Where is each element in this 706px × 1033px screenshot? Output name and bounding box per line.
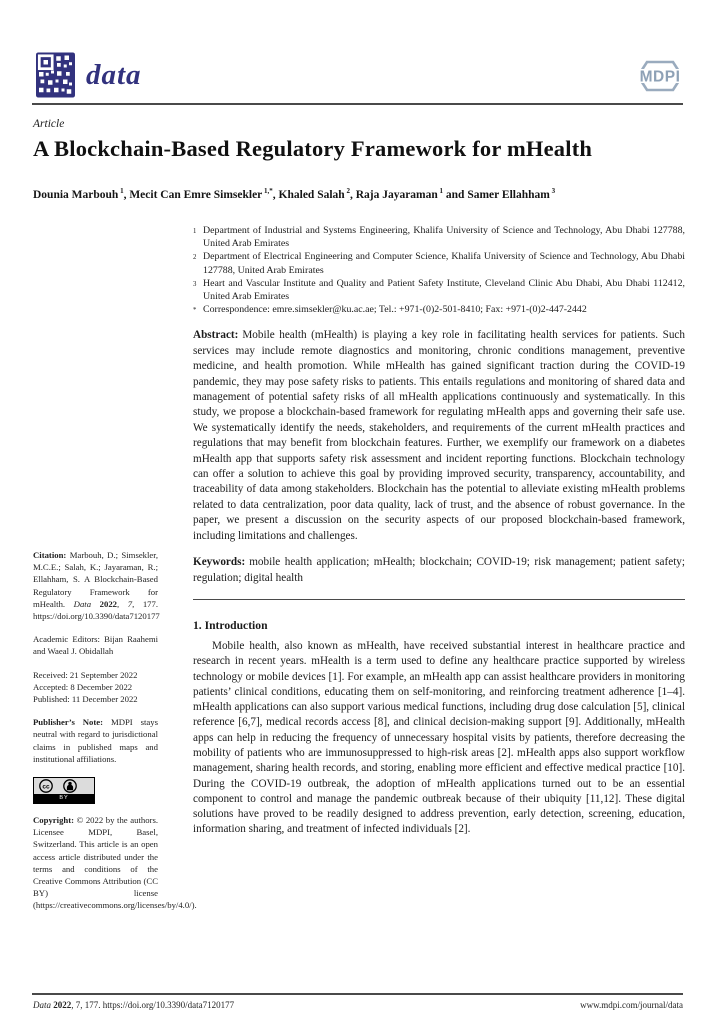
affiliation-marker: 2 (193, 254, 197, 262)
cc-by-strip: BY (34, 794, 94, 803)
svg-text:cc: cc (42, 783, 50, 791)
authors-line: Dounia Marbouh $^1$, Mecit Can Emre Simsekler $^{1,*}$, Khaled Salah $^2$, Raja Jayaraman $^1$ and Samer Ellahham $^3$ (33, 187, 556, 201)
paper-title: A Blockchain-Based Regulatory Framework for mHealth (33, 136, 593, 161)
affiliation-text: Heart and Vascular Institute and Quality and Patient Safety Institute, Cleveland Clinic Abu Dhabi, Abu Dhabi 112412, United Arab Emirates (203, 277, 685, 303)
footer-divider (32, 993, 683, 995)
citation-journal: Data (73, 598, 92, 609)
affiliation-marker: * (193, 307, 197, 315)
author-name: Dounia Marbouh (33, 188, 119, 201)
citation-volume: 7 (127, 598, 133, 609)
keywords-text: mobile health application; mHealth; blockchain; COVID-19; risk management; patient safety; regulation; digital health (193, 556, 685, 584)
citation-year: 2022 (99, 598, 117, 609)
received-date: Received: 21 September 2022 (33, 669, 138, 680)
copyright-label: Copyright: (33, 815, 75, 826)
journal-name: data (86, 58, 142, 91)
published-date: Published: 11 December 2022 (33, 694, 138, 705)
abstract-body-divider (193, 599, 685, 600)
footer-citation (33, 1000, 234, 1010)
affiliation-row (193, 250, 685, 276)
journal-logo (36, 52, 142, 98)
author-name: Raja Jayaraman (355, 188, 438, 201)
data-journal-qr-icon (36, 52, 75, 98)
citation-block: Citation: Marbouh, D.; Simsekler, M.C.E.; Salah, K.; Jayaraman, R.; Ellahham, S. A Blockchain-Based Regulatory Framework for mHealth. Data 2022, 7, 177. https://doi.org/10.3390/data7120177 (33, 550, 160, 622)
footer-year: 2022 (53, 1000, 72, 1010)
citation-doi-link[interactable]: , 177. https://doi.org/10.3390/data7120177 (33, 598, 160, 622)
dates-block (33, 669, 158, 706)
keywords-label: Keywords: (193, 556, 246, 569)
header-divider (32, 103, 683, 105)
author-affiliation-marker: 3 (549, 187, 556, 195)
abstract (193, 328, 685, 544)
author-affiliation-marker: 1 (118, 187, 124, 195)
citation-label: Citation: (33, 550, 67, 560)
article-type-label: Article (33, 118, 65, 130)
affiliation-marker: 1 (193, 228, 197, 235)
affiliation-text: Department of Electrical Engineering and Computer Science, Khalifa University of Science and Technology, Abu Dhabi 127788, United Arab Emirates (203, 251, 685, 276)
cc-and-person-icons (34, 778, 94, 794)
abstract-text: Mobile health (mHealth) is playing a key role in facilitating health services for patients. Such services may include remote diagnostics and monitoring, chronic conditions management, preventive medicine, and health promotion. While mHealth has gained significant traction during the COVID-19 pandemic, they may pose safety risks to patients. This entails regulations and monitoring of shared data and management of potential safety risks of all mHealth applications continuously and systematically. In this study, we propose a blockchain-based framework for regulating mHealth apps and governing their safe use. We systematically identify the needs, stakeholders, and requirements of the current mHealth practices and regulations that may benefit from blockchain features. Further, we exemplify our framework on a diabetes mHealth app that supports safety risk assessment and incident reporting functions. Blockchain technology can offer a solution to achieve this goal by providing improved security, transparency, accountability, and traceability of data among stakeholders. Blockchain has the potential to alleviate existing mHealth problems related to data centralization, poor data quality, lack of trust, and the absence of robust governance. In the paper, we present a discussion on the security aspects of our proposed blockchain-based framework, including limitations and challenges. (193, 329, 685, 542)
copyright-text: © 2022 by the authors. Licensee MDPI, Basel, Switzerland. This article is an open access article distributed under the terms and conditions of the Creative Commons Attribution (CC BY) license (https://creativecommons.org/licenses/by/4.0/). (33, 815, 197, 911)
affiliation-row (193, 303, 685, 317)
affiliation-row (193, 224, 685, 250)
footer-journal-url[interactable]: www.mdpi.com/journal/data (580, 1000, 683, 1010)
mdpi-logo (628, 56, 692, 96)
affiliation-marker: 3 (193, 280, 197, 288)
publishers-note-text: MDPI stays neutral with regard to jurisdictional claims in published maps and institutional affiliations. (33, 717, 158, 764)
affiliations-list (193, 224, 685, 317)
mdpi-logo-text: MDPI (639, 68, 681, 86)
keywords (193, 555, 685, 586)
abstract-label: Abstract: (193, 329, 239, 342)
section-heading-introduction: 1. Introduction (193, 618, 268, 632)
publishers-note-label: Publisher’s Note: (33, 717, 104, 728)
author-affiliation-marker: 2 (344, 187, 350, 195)
affiliation-text: Department of Industrial and Systems Engineering, Khalifa University of Science and Technology, Abu Dhabi 127788, United Arab Emirates (203, 225, 685, 250)
copyright-block (33, 814, 197, 912)
accepted-date: Accepted: 8 December 2022 (33, 681, 133, 692)
publishers-note (33, 716, 158, 765)
author-name: Mecit Can Emre Simsekler (129, 188, 263, 201)
main-column (193, 224, 685, 838)
footer (33, 1000, 683, 1010)
affiliation-row (193, 277, 685, 303)
citation-text: Marbouh, D.; Simsekler, M.C.E.; Salah, K.; Jayaraman, R.; Ellahham, S. A Blockchain-Based Regulatory Framework for mHealth. (33, 550, 159, 609)
introduction-paragraph: Mobile health, also known as mHealth, have received substantial interest in healthcare practice and research in recent years. mHealth is a term used to define any healthcare practice supported by wireless technology or mobile devices [1]. For example, an mHealth app can assist healthcare providers in monitoring patients’ clinical conditions, educating them on self-monitoring, and reinforcing treatment adherence [1–4]. mHealth applications can also support various medical functions, including drug dose calculation [5], clinical reference [6,7], medical records access [8], and clinical decision-making support [9]. Additionally, mHealth apps can help in reducing the frequency of unnecessary hospital visits by patients, therefore decreasing the mobility of patients who are immunosuppressed to high-risk areas [2]. mHealth apps also support workflow management, sharing health records, and storing, enabling more efficient and effective medical practice [10]. During the COVID-19 outbreak, the adoption of mHealth applications turned out to be an essential component to control and manage the pandemic outbreak because of their ubiquity [11,12]. These digital solutions have proved to be readily designed to address prevention, early detection, screening, education, information sharing, and treatment of infected individuals [2]. (193, 639, 685, 836)
author-affiliation-marker: 1 (437, 187, 444, 195)
author-affiliation-marker: 1,* (262, 187, 273, 195)
cc-by-license-badge[interactable] (33, 777, 95, 804)
affiliation-text: Correspondence: emre.simsekler@ku.ac.ae; Tel.: +971-(0)2-501-8410; Fax: +971-(0)2-447-2442 (203, 304, 587, 316)
cc-badge-icons (34, 778, 94, 794)
author-name: Samer Ellahham (467, 188, 550, 201)
academic-editors: Academic Editors: Bijan Raahemi and Waeal J. Obidallah (33, 634, 158, 657)
sidebar (33, 549, 197, 923)
author-name: Khaled Salah (278, 188, 345, 201)
footer-doi-link[interactable]: , 7, 177. https://doi.org/10.3390/data7120177 (71, 1000, 235, 1010)
footer-journal: Data (33, 1000, 51, 1010)
